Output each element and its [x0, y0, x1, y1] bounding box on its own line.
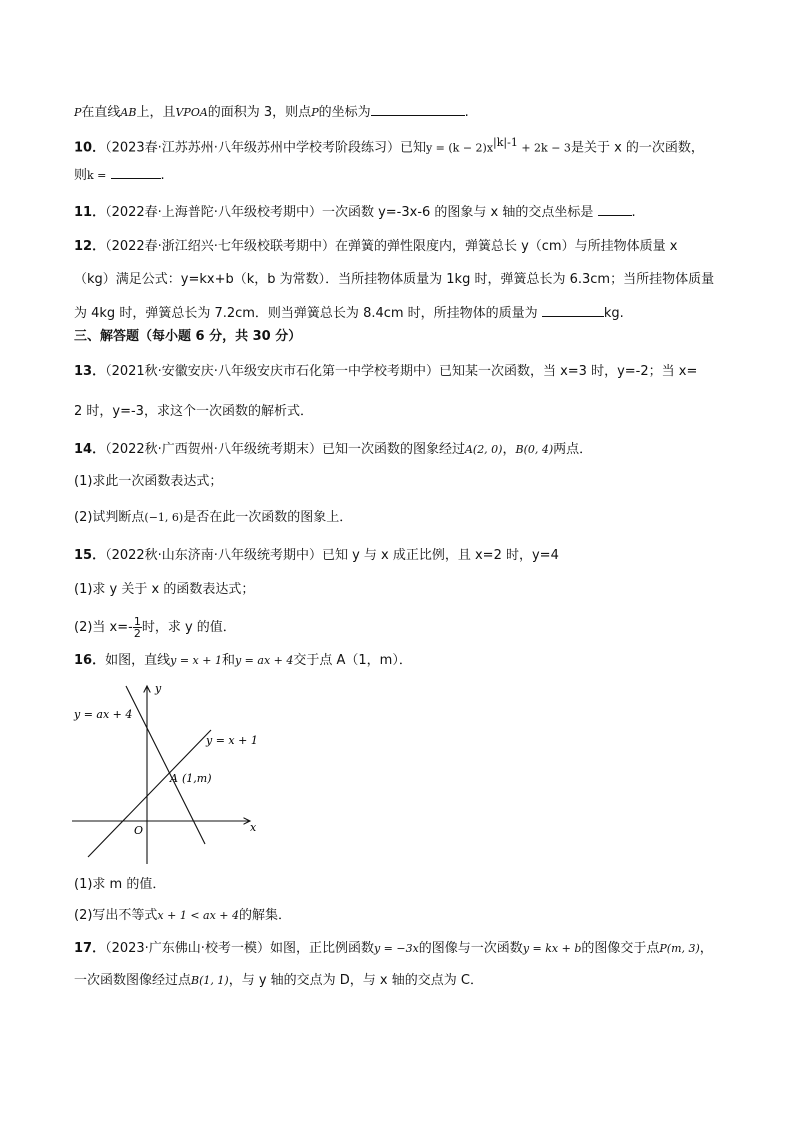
fraction: $\frac{1}{2}$ [133, 615, 141, 640]
q9-continuation: P在直线AB上，且VPOA的面积为 3，则点P的坐标为 . [74, 101, 469, 123]
question-17-line1: 17．（2023·广东佛山·校考一模）如图，正比例函数y = −3x的图像与一次函数y = kx + b的图像交于点P(m, 3)， [74, 941, 713, 956]
section-heading: 三、解答题（每小题 6 分，共 30 分） [74, 329, 302, 344]
question-14-part1: (1)求此一次函数表达式； [74, 474, 223, 489]
formula: y = (k − 2)x [425, 141, 494, 155]
question-12-line1: 12．（2022春·浙江绍兴·七年级校联考期中）在弹簧的弹性限度内，弹簧总长 y（cm）与所挂物体质量 x [74, 239, 678, 254]
math-p: P [74, 106, 82, 119]
question-14-part2: (2)试判断点(−1, 6)是否在此一次函数的图象上． [74, 510, 353, 525]
question-15: 15．（2022秋·山东济南·八年级统考期中）已知 y 与 x 成正比例，且 x=2 时，y=4 [74, 548, 559, 563]
question-16-part2: (2)写出不等式x + 1 < ax + 4的解集． [74, 908, 292, 923]
function-graph [66, 678, 266, 868]
answer-blank [598, 201, 632, 216]
question-10-answer: 则k = . [74, 164, 165, 186]
question-number: 17． [74, 941, 106, 956]
label-line-ax4: y = ax + 4 [74, 708, 133, 721]
question-13-line2: 2 时，y=-3，求这个一次函数的解析式． [74, 404, 313, 419]
question-13-line1: 13．（2021秋·安徽安庆·八年级安庆市石化第一中学校考期中）已知某一次函数，当 x=3 时，y=-2；当 x= [74, 364, 698, 379]
question-14: 14．（2022秋·广西贺州·八年级统考期末）已知一次函数的图象经过A(2, 0)，B(0, 4)两点． [74, 442, 593, 457]
label-x-axis: x [250, 821, 257, 834]
question-number: 11． [74, 205, 106, 220]
line-y-x-plus-1 [88, 730, 211, 857]
question-number: 16． [74, 653, 106, 668]
answer-blank [542, 302, 604, 317]
question-10: 10．（2023春·江苏苏州·八年级苏州中学校考阶段练习）已知$y = (k - 2)x^{|k|-1} + 2k - 3$是关于 x 的一次函数， [74, 136, 704, 156]
question-15-part1: (1)求 y 关于 x 的函数表达式； [74, 582, 255, 597]
label-y-axis: y [155, 682, 162, 695]
question-12-line2: （kg）满足公式：y=kx+b（k，b 为常数）．当所挂物体质量为 1kg 时，弹簧总长为 6.3cm；当所挂物体质量 [74, 272, 715, 287]
question-11: 11．（2022春·上海普陀·八年级校考期中）一次函数 y=-3x-6 的图象与 x 轴的交点坐标是 . [74, 201, 636, 223]
question-number: 15． [74, 548, 106, 563]
question-16: 16．如图，直线y = x + 1和y = ax + 4交于点 A（1，m）． [74, 653, 412, 668]
label-point-a: A [170, 772, 178, 785]
question-number: 14． [74, 442, 106, 457]
question-12-line3: 为 4kg 时，弹簧总长为 7.2cm．则当弹簧总长为 8.4cm 时，所挂物体的质量为 kg. [74, 302, 624, 324]
answer-blank [111, 164, 161, 179]
question-number: 13． [74, 364, 106, 379]
question-number: 10． [74, 140, 106, 156]
line-y-ax-plus-4 [126, 686, 205, 844]
question-17-line2: 一次函数图像经过点B(1, 1)，与 y 轴的交点为 D，与 x 轴的交点为 C． [74, 973, 483, 988]
label-point-a-coord: (1,m) [182, 772, 212, 785]
label-origin: O [134, 824, 144, 837]
answer-blank [371, 101, 465, 116]
question-16-part1: (1)求 m 的值． [74, 877, 166, 892]
label-line-x1: y = x + 1 [206, 734, 258, 747]
question-number: 12． [74, 239, 106, 254]
question-15-part2: (2)当 x=- $\frac{1}{2}$ 时，求 y 的值． [74, 615, 236, 640]
